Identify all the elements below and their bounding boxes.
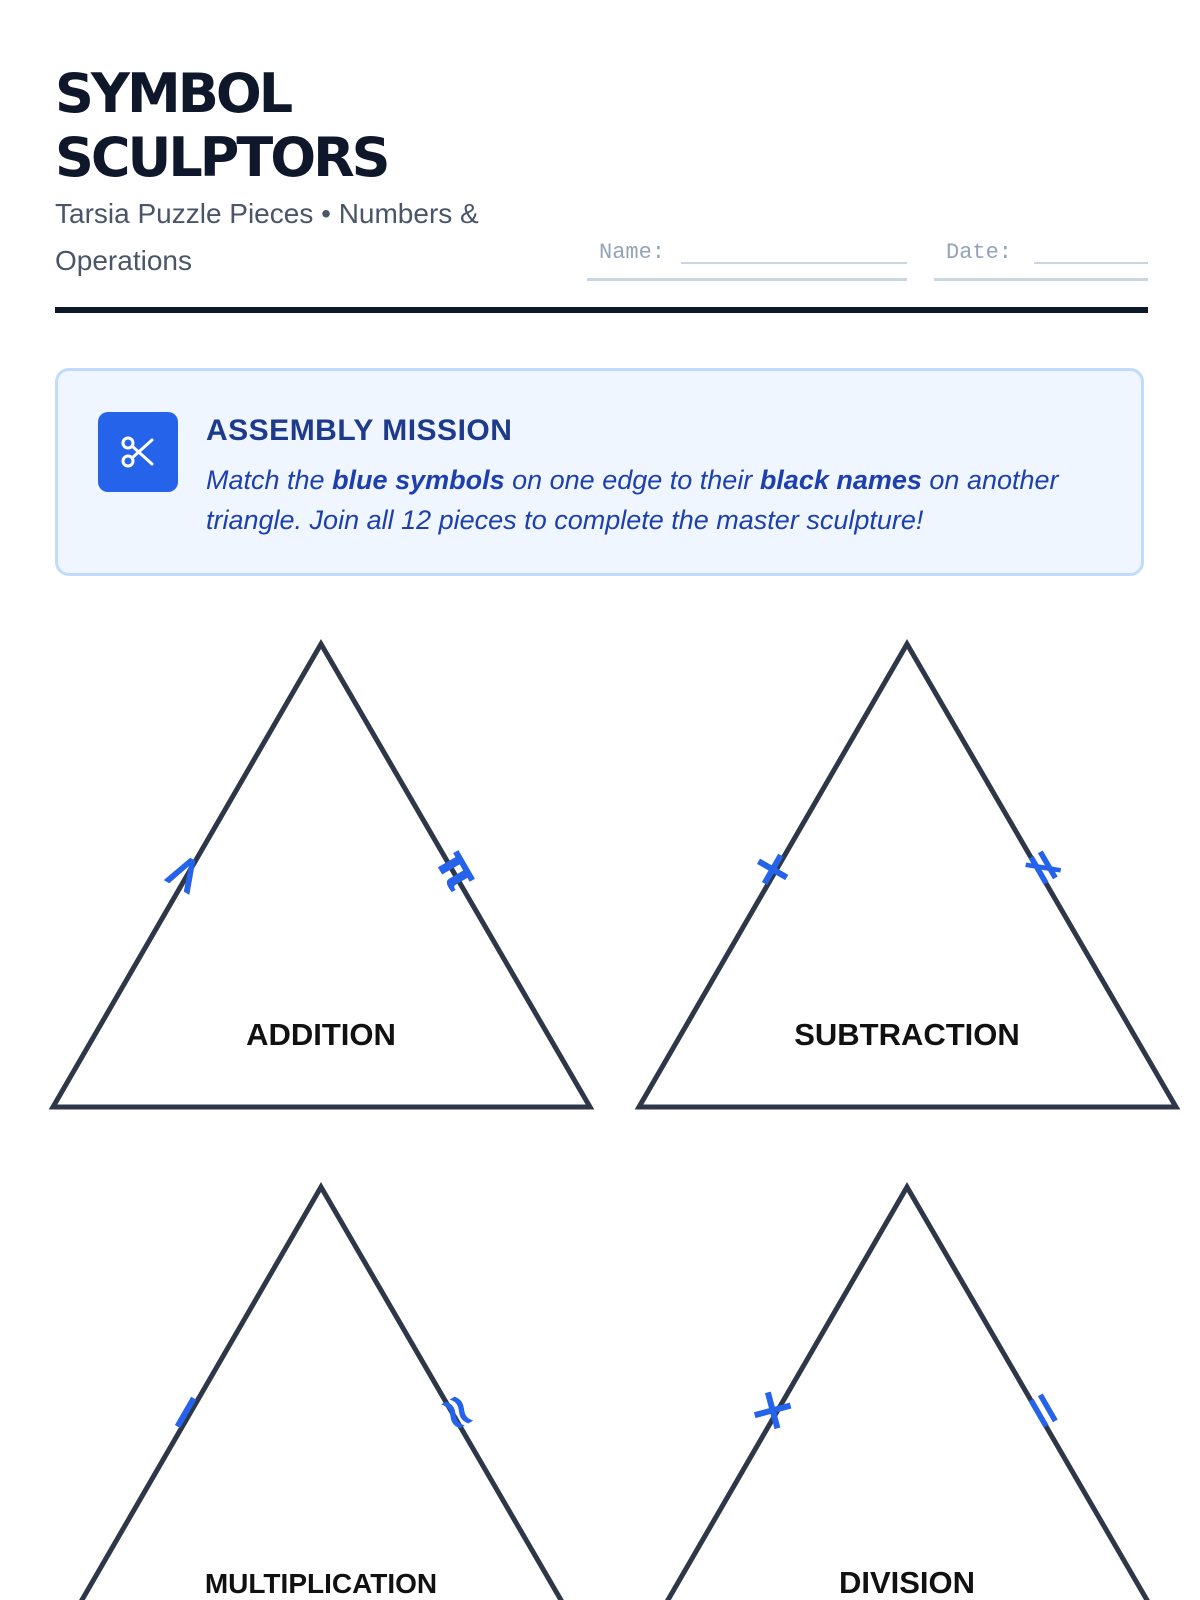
edge-symbol-right: ≈ [423, 1380, 493, 1444]
mission-heading: ASSEMBLY MISSION [206, 414, 513, 447]
mission-text-part-1: Match the [206, 465, 333, 495]
puzzle-piece[interactable] [53, 1187, 590, 1600]
mission-text-part-3: on another triangle. Join all 12 pieces to complete the master sculpture! [206, 465, 1059, 535]
triangle-outline [53, 1187, 590, 1600]
mission-text-emphasis-2: black names [759, 465, 922, 495]
date-label: Date: [946, 240, 1013, 265]
name-label: Name: [599, 240, 666, 265]
piece-name: MULTIPLICATION [204, 1568, 438, 1599]
title-line-1: SYMBOL [55, 62, 291, 125]
worksheet-subtitle: Tarsia Puzzle Pieces • Numbers & Operations [55, 198, 479, 276]
title-line-2: SCULPTORS [55, 126, 388, 189]
edge-symbol-left: − [148, 1378, 222, 1446]
puzzle-piece[interactable] [639, 644, 1176, 1107]
piece-name: SUBTRACTION [794, 1017, 1020, 1052]
puzzle-piece[interactable] [639, 1187, 1176, 1600]
piece-name: DIVISION [838, 1565, 976, 1600]
mission-text-emphasis-1: blue symbols [332, 465, 505, 495]
mission-text-part-2: on one edge to their [504, 465, 760, 495]
edge-symbol-left: > [147, 839, 221, 907]
puzzle-piece[interactable] [53, 644, 590, 1107]
edge-symbol-right: = [1009, 1378, 1079, 1442]
triangle-outline [639, 1187, 1176, 1600]
edge-symbol-left: + [735, 835, 809, 903]
piece-name: ADDITION [246, 1017, 396, 1052]
edge-symbol-left: × [735, 1376, 809, 1444]
edge-symbol-right: π [424, 839, 492, 901]
edge-symbol-right: ≠ [1009, 835, 1079, 899]
